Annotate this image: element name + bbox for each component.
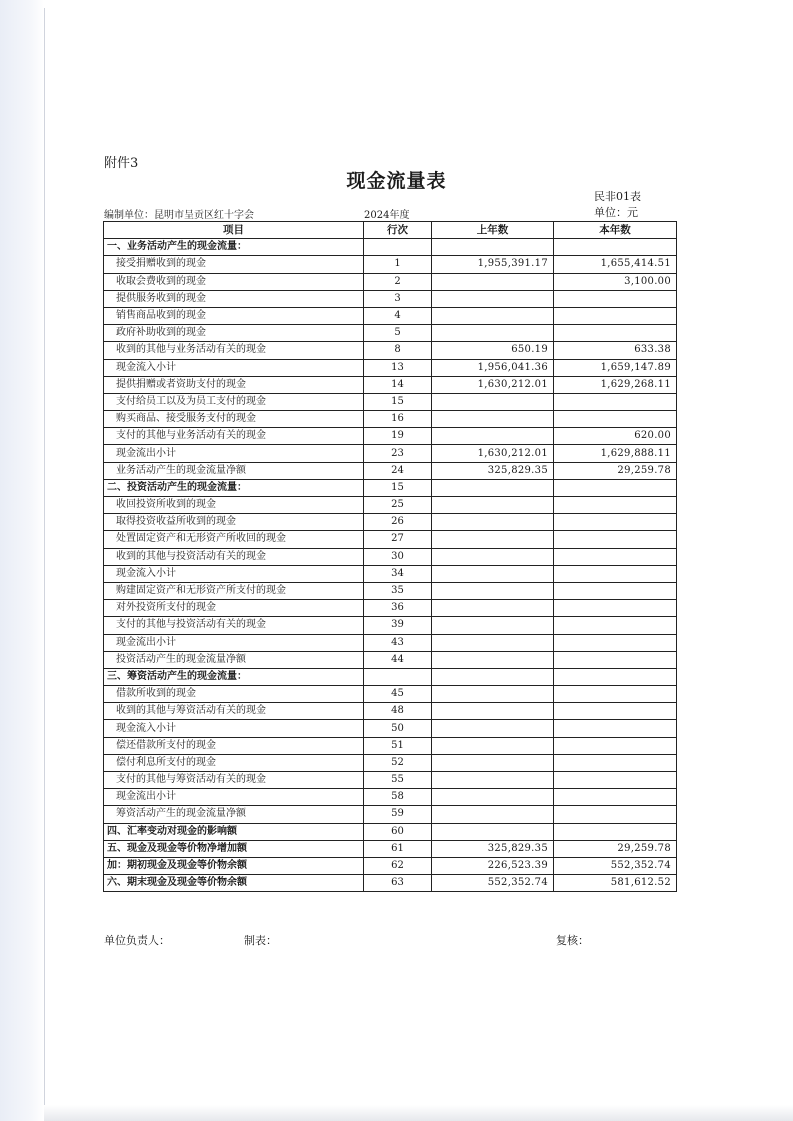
row-line-number: 25 [364, 497, 432, 514]
row-prev-year-amount [432, 754, 554, 771]
row-item-label: 借款所收到的现金 [104, 686, 364, 703]
row-item-label: 五、现金及现金等价物净增加额 [104, 840, 364, 857]
row-curr-year-amount: 1,659,147.89 [554, 359, 677, 376]
table-row [104, 600, 677, 617]
table-row [104, 273, 677, 290]
table-section-row [104, 668, 677, 685]
row-curr-year-amount: 1,629,888.11 [554, 445, 677, 462]
row-item-label: 投资活动产生的现金流量净额 [104, 651, 364, 668]
table-row [104, 789, 677, 806]
row-line-number: 60 [364, 823, 432, 840]
table-section-row [104, 823, 677, 840]
row-line-number: 19 [364, 428, 432, 445]
row-item-label: 提供捐赠或者资助支付的现金 [104, 376, 364, 393]
row-prev-year-amount: 1,956,041.36 [432, 359, 554, 376]
row-prev-year-amount: 1,630,212.01 [432, 445, 554, 462]
row-item-label: 现金流出小计 [104, 445, 364, 462]
table-row [104, 462, 677, 479]
row-prev-year-amount [432, 772, 554, 789]
row-curr-year-amount [554, 290, 677, 307]
row-line-number: 35 [364, 582, 432, 599]
column-header-line: 行次 [364, 222, 432, 239]
row-curr-year-amount: 581,612.52 [554, 875, 677, 892]
row-prev-year-amount [432, 651, 554, 668]
table-row [104, 548, 677, 565]
table-row [104, 393, 677, 410]
attachment-label: 附件3 [104, 156, 139, 171]
table-row [104, 428, 677, 445]
row-prev-year-amount [432, 239, 554, 256]
row-line-number: 15 [364, 393, 432, 410]
row-line-number: 61 [364, 840, 432, 857]
row-line-number: 23 [364, 445, 432, 462]
row-line-number [364, 668, 432, 685]
table-header-row [104, 222, 677, 239]
row-line-number: 51 [364, 737, 432, 754]
row-prev-year-amount [432, 393, 554, 410]
row-item-label: 收取会费收到的现金 [104, 273, 364, 290]
table-row [104, 806, 677, 823]
row-item-label: 业务活动产生的现金流量净额 [104, 462, 364, 479]
scan-shadow-bottom [44, 1105, 793, 1121]
table-row [104, 634, 677, 651]
row-item-label: 收回投资所收到的现金 [104, 497, 364, 514]
row-prev-year-amount [432, 686, 554, 703]
row-line-number: 34 [364, 565, 432, 582]
row-curr-year-amount [554, 307, 677, 324]
row-item-label: 支付给员工以及为员工支付的现金 [104, 393, 364, 410]
row-item-label: 收到的其他与业务活动有关的现金 [104, 342, 364, 359]
row-prev-year-amount [432, 290, 554, 307]
row-curr-year-amount [554, 806, 677, 823]
row-item-label: 接受捐赠收到的现金 [104, 256, 364, 273]
row-curr-year-amount: 3,100.00 [554, 273, 677, 290]
row-prev-year-amount [432, 668, 554, 685]
table-row [104, 445, 677, 462]
row-item-label: 现金流入小计 [104, 565, 364, 582]
row-line-number: 3 [364, 290, 432, 307]
table-section-row [104, 479, 677, 496]
row-prev-year-amount: 1,630,212.01 [432, 376, 554, 393]
row-curr-year-amount [554, 548, 677, 565]
column-header-item: 项目 [104, 222, 364, 239]
table-section-row [104, 840, 677, 857]
row-curr-year-amount: 633.38 [554, 342, 677, 359]
row-prev-year-amount [432, 600, 554, 617]
row-prev-year-amount [432, 720, 554, 737]
table-row [104, 651, 677, 668]
table-row [104, 307, 677, 324]
row-prev-year-amount [432, 565, 554, 582]
table-row [104, 531, 677, 548]
row-item-label: 销售商品收到的现金 [104, 307, 364, 324]
row-item-label: 购买商品、接受服务支付的现金 [104, 411, 364, 428]
table-row [104, 359, 677, 376]
row-item-label: 支付的其他与业务活动有关的现金 [104, 428, 364, 445]
row-curr-year-amount: 29,259.78 [554, 462, 677, 479]
row-curr-year-amount [554, 617, 677, 634]
row-item-label: 筹资活动产生的现金流量净额 [104, 806, 364, 823]
row-line-number: 2 [364, 273, 432, 290]
row-line-number: 50 [364, 720, 432, 737]
table-row [104, 754, 677, 771]
row-line-number: 58 [364, 789, 432, 806]
row-curr-year-amount [554, 703, 677, 720]
row-curr-year-amount [554, 720, 677, 737]
table-row [104, 686, 677, 703]
row-line-number: 1 [364, 256, 432, 273]
row-item-label: 收到的其他与筹资活动有关的现金 [104, 703, 364, 720]
row-curr-year-amount [554, 531, 677, 548]
row-line-number: 15 [364, 479, 432, 496]
row-prev-year-amount: 650.19 [432, 342, 554, 359]
table-row [104, 582, 677, 599]
row-prev-year-amount [432, 514, 554, 531]
row-prev-year-amount: 552,352.74 [432, 875, 554, 892]
cash-flow-table [103, 221, 677, 892]
row-prev-year-amount [432, 411, 554, 428]
row-item-label: 收到的其他与投资活动有关的现金 [104, 548, 364, 565]
currency-unit: 单位：元 [594, 206, 638, 219]
row-item-label: 现金流入小计 [104, 359, 364, 376]
table-row [104, 514, 677, 531]
row-curr-year-amount [554, 393, 677, 410]
row-prev-year-amount [432, 307, 554, 324]
row-curr-year-amount [554, 239, 677, 256]
document-title: 现金流量表 [346, 170, 447, 192]
row-line-number: 55 [364, 772, 432, 789]
row-item-label: 处置固定资产和无形资产所收回的现金 [104, 531, 364, 548]
row-item-label: 提供服务收到的现金 [104, 290, 364, 307]
row-curr-year-amount [554, 823, 677, 840]
row-item-label: 偿付利息所支付的现金 [104, 754, 364, 771]
signature-responsible: 单位负责人： [104, 934, 170, 947]
row-prev-year-amount [432, 428, 554, 445]
table-row [104, 290, 677, 307]
row-prev-year-amount: 325,829.35 [432, 462, 554, 479]
row-prev-year-amount [432, 548, 554, 565]
row-item-label: 四、汇率变动对现金的影响额 [104, 823, 364, 840]
row-curr-year-amount [554, 772, 677, 789]
row-line-number [364, 239, 432, 256]
row-item-label: 政府补助收到的现金 [104, 325, 364, 342]
row-curr-year-amount [554, 497, 677, 514]
row-curr-year-amount: 552,352.74 [554, 857, 677, 874]
table-row [104, 411, 677, 428]
row-prev-year-amount [432, 806, 554, 823]
table-row [104, 256, 677, 273]
row-prev-year-amount: 226,523.39 [432, 857, 554, 874]
form-code: 民非01表 [594, 190, 641, 203]
row-curr-year-amount [554, 651, 677, 668]
row-prev-year-amount [432, 582, 554, 599]
row-curr-year-amount [554, 686, 677, 703]
row-line-number: 62 [364, 857, 432, 874]
table-section-row [104, 239, 677, 256]
row-prev-year-amount [432, 823, 554, 840]
row-curr-year-amount [554, 754, 677, 771]
row-line-number: 13 [364, 359, 432, 376]
row-curr-year-amount [554, 634, 677, 651]
row-line-number: 8 [364, 342, 432, 359]
row-curr-year-amount: 29,259.78 [554, 840, 677, 857]
row-line-number: 44 [364, 651, 432, 668]
row-prev-year-amount [432, 497, 554, 514]
row-item-label: 六、期末现金及现金等价物余额 [104, 875, 364, 892]
row-curr-year-amount [554, 789, 677, 806]
row-item-label: 加：期初现金及现金等价物余额 [104, 857, 364, 874]
table-row [104, 325, 677, 342]
row-prev-year-amount [432, 325, 554, 342]
row-curr-year-amount: 1,655,414.51 [554, 256, 677, 273]
row-line-number: 36 [364, 600, 432, 617]
row-prev-year-amount [432, 273, 554, 290]
report-period: 2024年度 [364, 210, 410, 221]
row-curr-year-amount [554, 325, 677, 342]
row-curr-year-amount [554, 565, 677, 582]
row-prev-year-amount [432, 737, 554, 754]
row-curr-year-amount [554, 600, 677, 617]
row-prev-year-amount [432, 479, 554, 496]
row-curr-year-amount [554, 514, 677, 531]
table-row [104, 703, 677, 720]
row-line-number: 30 [364, 548, 432, 565]
row-item-label: 支付的其他与投资活动有关的现金 [104, 617, 364, 634]
row-line-number: 27 [364, 531, 432, 548]
row-item-label: 三、筹资活动产生的现金流量： [104, 668, 364, 685]
row-item-label: 二、投资活动产生的现金流量： [104, 479, 364, 496]
preparing-organization: 编制单位：昆明市呈贡区红十字会 [104, 210, 254, 221]
column-header-prev-year: 上年数 [432, 222, 554, 239]
row-prev-year-amount [432, 789, 554, 806]
column-header-curr-year: 本年数 [554, 222, 677, 239]
table-section-row [104, 875, 677, 892]
table-row [104, 565, 677, 582]
row-curr-year-amount [554, 668, 677, 685]
row-line-number: 16 [364, 411, 432, 428]
row-prev-year-amount [432, 703, 554, 720]
table-row [104, 772, 677, 789]
row-line-number: 4 [364, 307, 432, 324]
row-line-number: 14 [364, 376, 432, 393]
row-curr-year-amount: 620.00 [554, 428, 677, 445]
row-curr-year-amount [554, 582, 677, 599]
row-line-number: 5 [364, 325, 432, 342]
row-line-number: 59 [364, 806, 432, 823]
row-item-label: 现金流出小计 [104, 789, 364, 806]
row-curr-year-amount [554, 737, 677, 754]
row-line-number: 45 [364, 686, 432, 703]
row-item-label: 一、业务活动产生的现金流量： [104, 239, 364, 256]
table-row [104, 720, 677, 737]
row-line-number: 48 [364, 703, 432, 720]
table-row [104, 497, 677, 514]
row-prev-year-amount [432, 531, 554, 548]
row-prev-year-amount [432, 634, 554, 651]
row-curr-year-amount: 1,629,268.11 [554, 376, 677, 393]
row-line-number: 24 [364, 462, 432, 479]
row-line-number: 43 [364, 634, 432, 651]
row-item-label: 支付的其他与筹资活动有关的现金 [104, 772, 364, 789]
row-line-number: 26 [364, 514, 432, 531]
table-row [104, 737, 677, 754]
row-item-label: 偿还借款所支付的现金 [104, 737, 364, 754]
row-item-label: 对外投资所支付的现金 [104, 600, 364, 617]
row-curr-year-amount [554, 479, 677, 496]
signature-preparer: 制表： [244, 934, 277, 947]
table-row [104, 617, 677, 634]
row-item-label: 购建固定资产和无形资产所支付的现金 [104, 582, 364, 599]
row-item-label: 现金流入小计 [104, 720, 364, 737]
row-line-number: 52 [364, 754, 432, 771]
row-item-label: 现金流出小计 [104, 634, 364, 651]
signature-reviewer: 复核： [556, 934, 589, 947]
row-line-number: 63 [364, 875, 432, 892]
row-item-label: 取得投资收益所收到的现金 [104, 514, 364, 531]
table-row [104, 342, 677, 359]
table-section-row [104, 857, 677, 874]
row-line-number: 39 [364, 617, 432, 634]
row-curr-year-amount [554, 411, 677, 428]
row-prev-year-amount [432, 617, 554, 634]
row-prev-year-amount: 325,829.35 [432, 840, 554, 857]
table-row [104, 376, 677, 393]
row-prev-year-amount: 1,955,391.17 [432, 256, 554, 273]
